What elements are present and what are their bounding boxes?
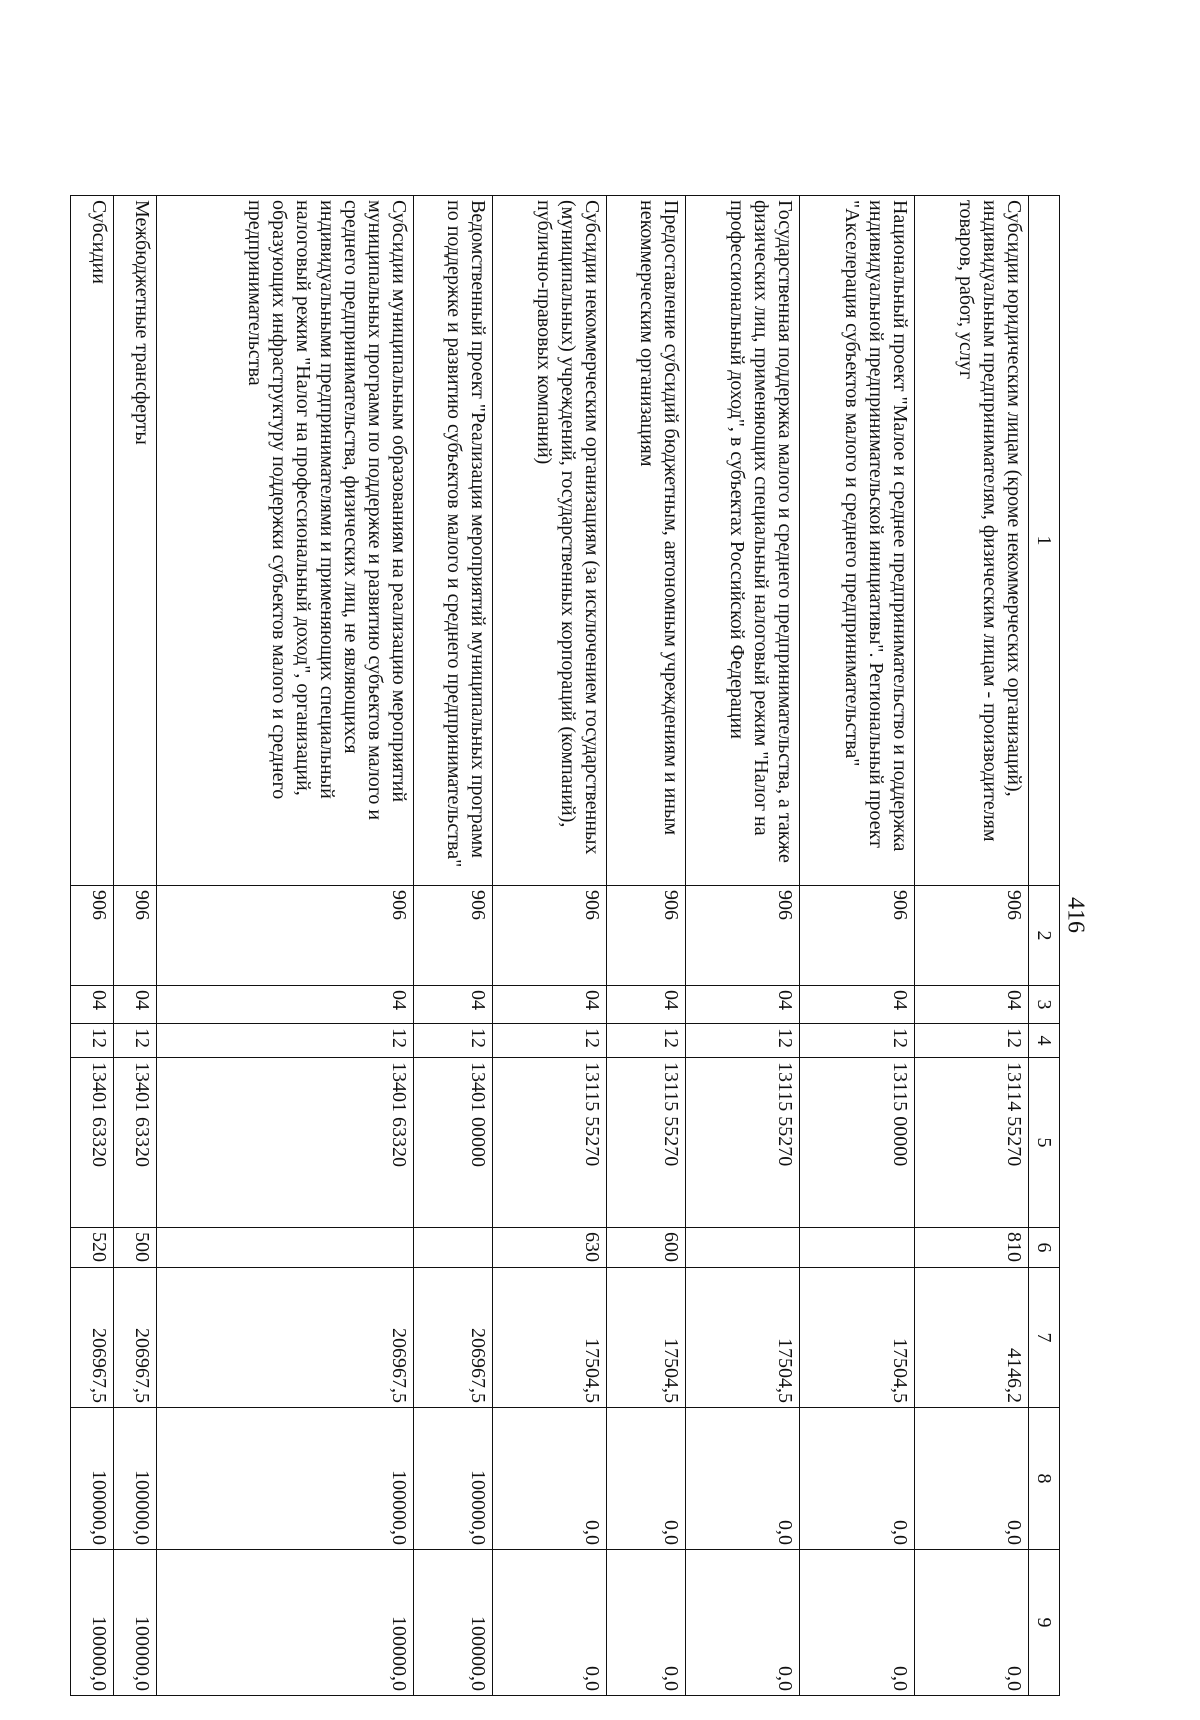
cell-col4: 12 [71,1024,114,1058]
cell-col6: 810 [914,1228,1028,1268]
cell-col6: 500 [114,1228,157,1268]
cell-col3: 04 [607,986,686,1024]
cell-col5: 13401 63320 [71,1058,114,1228]
cell-col5: 13115 55270 [492,1058,606,1228]
cell-col7: 206967,5 [157,1268,414,1408]
cell-col5: 13115 00000 [800,1058,914,1228]
cell-col5: 13114 55270 [914,1058,1028,1228]
cell-col6 [414,1228,493,1268]
header-row [1029,196,1060,1696]
cell-col2: 906 [914,886,1028,986]
cell-col9: 0,0 [607,1550,686,1696]
table-row [914,196,1028,1696]
cell-col9: 100000,0 [157,1550,414,1696]
table-row [607,196,686,1696]
table-row [71,196,114,1696]
cell-col4: 12 [157,1024,414,1058]
cell-col3: 04 [114,986,157,1024]
table-row [685,196,799,1696]
cell-col3: 04 [914,986,1028,1024]
cell-col2: 906 [492,886,606,986]
cell-col6: 520 [71,1228,114,1268]
cell-col6 [800,1228,914,1268]
cell-col7: 206967,5 [114,1268,157,1408]
cell-col8: 0,0 [685,1408,799,1550]
column-header: 6 [1029,1228,1060,1268]
column-header: 4 [1029,1024,1060,1058]
cell-col6 [157,1228,414,1268]
cell-col9: 0,0 [492,1550,606,1696]
cell-col9: 100000,0 [114,1550,157,1696]
cell-col2: 906 [607,886,686,986]
cell-col7: 206967,5 [71,1268,114,1408]
column-header: 5 [1029,1058,1060,1228]
column-header: 7 [1029,1268,1060,1408]
cell-col3: 04 [800,986,914,1024]
cell-col9: 0,0 [914,1550,1028,1696]
cell-col7: 17504,5 [685,1268,799,1408]
cell-col8: 0,0 [492,1408,606,1550]
column-header: 3 [1029,986,1060,1024]
cell-col8: 100000,0 [157,1408,414,1550]
cell-col2: 906 [800,886,914,986]
cell-col4: 12 [607,1024,686,1058]
column-header: 8 [1029,1408,1060,1550]
cell-col5: 13115 55270 [607,1058,686,1228]
table-row [800,196,914,1696]
cell-col7: 4146,2 [914,1268,1028,1408]
cell-col2: 906 [71,886,114,986]
cell-col4: 12 [800,1024,914,1058]
page-number: 416 [1062,897,1089,933]
cell-col7: 17504,5 [492,1268,606,1408]
table-row [414,196,493,1696]
cell-col5: 13401 63320 [114,1058,157,1228]
cell-col8: 0,0 [800,1408,914,1550]
cell-col7: 17504,5 [800,1268,914,1408]
cell-col2: 906 [414,886,493,986]
cell-col9: 100000,0 [414,1550,493,1696]
cell-col5: 13115 55270 [685,1058,799,1228]
cell-col6: 630 [492,1228,606,1268]
row-name: Субсидии [71,196,114,886]
cell-col2: 906 [114,886,157,986]
budget-table [70,195,1060,1696]
cell-col8: 100000,0 [114,1408,157,1550]
cell-col9: 0,0 [800,1550,914,1696]
cell-col9: 0,0 [685,1550,799,1696]
cell-col8: 100000,0 [71,1408,114,1550]
cell-col3: 04 [685,986,799,1024]
cell-col5: 13401 00000 [414,1058,493,1228]
cell-col4: 12 [414,1024,493,1058]
row-name: Межбюджетные трансферты [114,196,157,886]
cell-col2: 906 [157,886,414,986]
row-name: Субсидии муниципальным образованиям на реализацию мероприятий муниципальных программ по поддержке и развитию субъектов малого и среднего предпринимательства, физических лиц, не являющихся индивидуальными предпринимателями и применяющих специальный налоговый режим "Налог на профессиональный доход", организаций, образующих инфраструктуру поддержки субъектов малого и среднего предпринимательства [157,196,414,886]
cell-col8: 0,0 [607,1408,686,1550]
cell-col7: 17504,5 [607,1268,686,1408]
cell-col4: 12 [914,1024,1028,1058]
row-name: Национальный проект "Малое и среднее предпринимательство и поддержка индивидуальной предпринимательской инициативы". Региональный проект "Акселерация субъектов малого и среднего предпринимательства" [800,196,914,886]
column-header: 2 [1029,886,1060,986]
cell-col4: 12 [492,1024,606,1058]
column-header: 1 [1029,196,1060,886]
cell-col6 [685,1228,799,1268]
cell-col3: 04 [414,986,493,1024]
cell-col8: 100000,0 [414,1408,493,1550]
cell-col2: 906 [685,886,799,986]
row-name: Субсидии некоммерческим организациям (за исключением государственных (муниципальных) учреждений, государственных корпораций (компаний), публично-правовых компаний) [492,196,606,886]
cell-col3: 04 [157,986,414,1024]
column-header: 9 [1029,1550,1060,1696]
cell-col6: 600 [607,1228,686,1268]
cell-col4: 12 [114,1024,157,1058]
table-row [114,196,157,1696]
cell-col7: 206967,5 [414,1268,493,1408]
cell-col4: 12 [685,1024,799,1058]
cell-col5: 13401 63320 [157,1058,414,1228]
cell-col3: 04 [492,986,606,1024]
row-name: Предоставление субсидий бюджетным, автономным учреждениям и иным некоммерческим организациям [607,196,686,886]
table-row [492,196,606,1696]
table-row [157,196,414,1696]
row-name: Ведомственный проект "Реализация мероприятий муниципальных программ по поддержке и развитию субъектов малого и среднего предпринимательства" [414,196,493,886]
row-name: Субсидии юридическим лицам (кроме некоммерческих организаций), индивидуальным предпринимателям, физическим лицам - производителям товаров, работ, услуг [914,196,1028,886]
cell-col3: 04 [71,986,114,1024]
rotated-table-wrapper [70,195,1060,1695]
cell-col8: 0,0 [914,1408,1028,1550]
cell-col9: 100000,0 [71,1550,114,1696]
row-name: Государственная поддержка малого и среднего предпринимательства, а также физических лиц, применяющих специальный налоговый режим "Налог на профессиональный доход", в субъектах Российской Федерации [685,196,799,886]
